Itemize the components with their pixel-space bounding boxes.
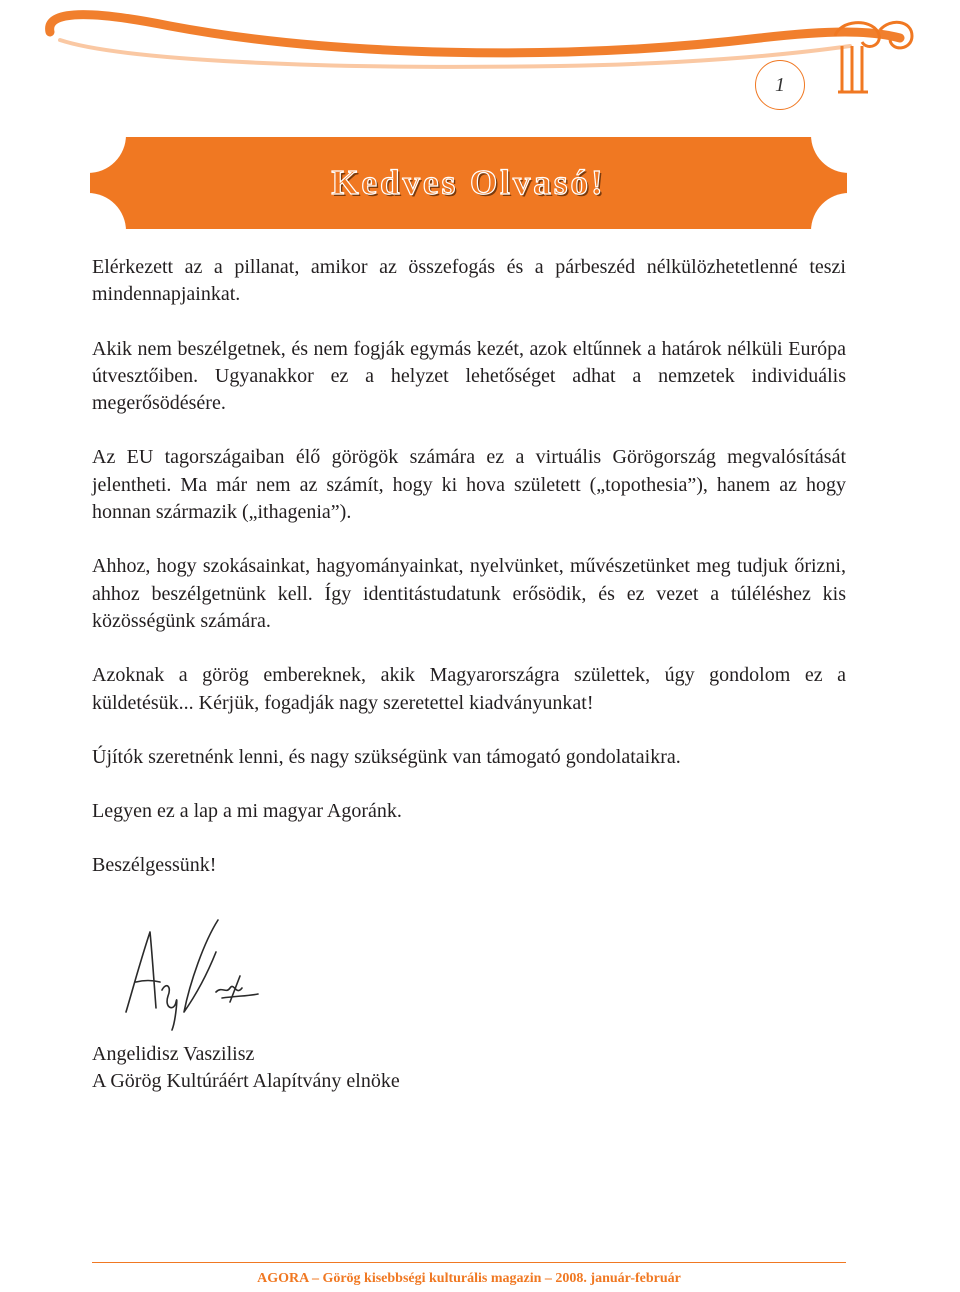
footer-text: AGORA – Görög kisebbségi kulturális magazin – 2008. január-február <box>257 1271 681 1286</box>
signer-role: A Görög Kultúráért Alapítvány elnöke <box>92 1070 400 1093</box>
paragraph: Legyen ez a lap a mi magyar Agoránk. <box>92 800 402 823</box>
paragraph: Újítók szeretnénk lenni, és nagy szükségünk van támogató gondolataikra. <box>92 745 681 768</box>
page-number: 1 <box>755 60 805 110</box>
handwritten-signature <box>118 912 263 1034</box>
letter-body <box>92 254 846 907</box>
paragraph: Ahhoz, hogy szokásainkat, hagyományainkat, nyelvünket, művészetünket meg tudjuk őrizni, ahhoz beszélgetnünk kell. Így identitástudatunk erősödik, és ez vezet a túléléshez kis közösségünk számára. <box>92 555 846 632</box>
paragraph: Azoknak a görög embereknek, akik Magyarországra születtek, úgy gondolom ez a küldetésük... Kérjük, fogadják nagy szeretettel kiadványunkat! <box>92 664 846 714</box>
paragraph: Beszélgessünk! <box>92 854 217 877</box>
paragraph: Akik nem beszélgetnek, és nem fogják egymás kezét, azok eltűnnek a határok nélküli Európa útvesztőiben. Ugyanakkor ez a helyzet lehetőséget adhat a nemzetek individuális megerősödésére. <box>92 337 846 415</box>
page-title: Kedves Olvasó! <box>331 163 606 202</box>
paragraph: Az EU tagországaiban élő görögök számára ez a virtuális Görögország megvalósítását jelentheti. Ma már nem az számít, hogy ki hova született („topothesia”), hanem az hogy honnan származik („ithagenia”). <box>92 446 846 524</box>
header-swoosh-decoration <box>0 0 960 130</box>
paragraph: Elérkezett az a pillanat, amikor az összefogás és a párbeszéd nélkülözhetetlenné teszi mindennapjainkat. <box>92 256 846 306</box>
signer-block <box>92 1041 400 1096</box>
title-banner <box>90 137 847 229</box>
footer-divider <box>92 1262 846 1263</box>
signer-name: Angelidisz Vaszilisz <box>92 1043 255 1065</box>
